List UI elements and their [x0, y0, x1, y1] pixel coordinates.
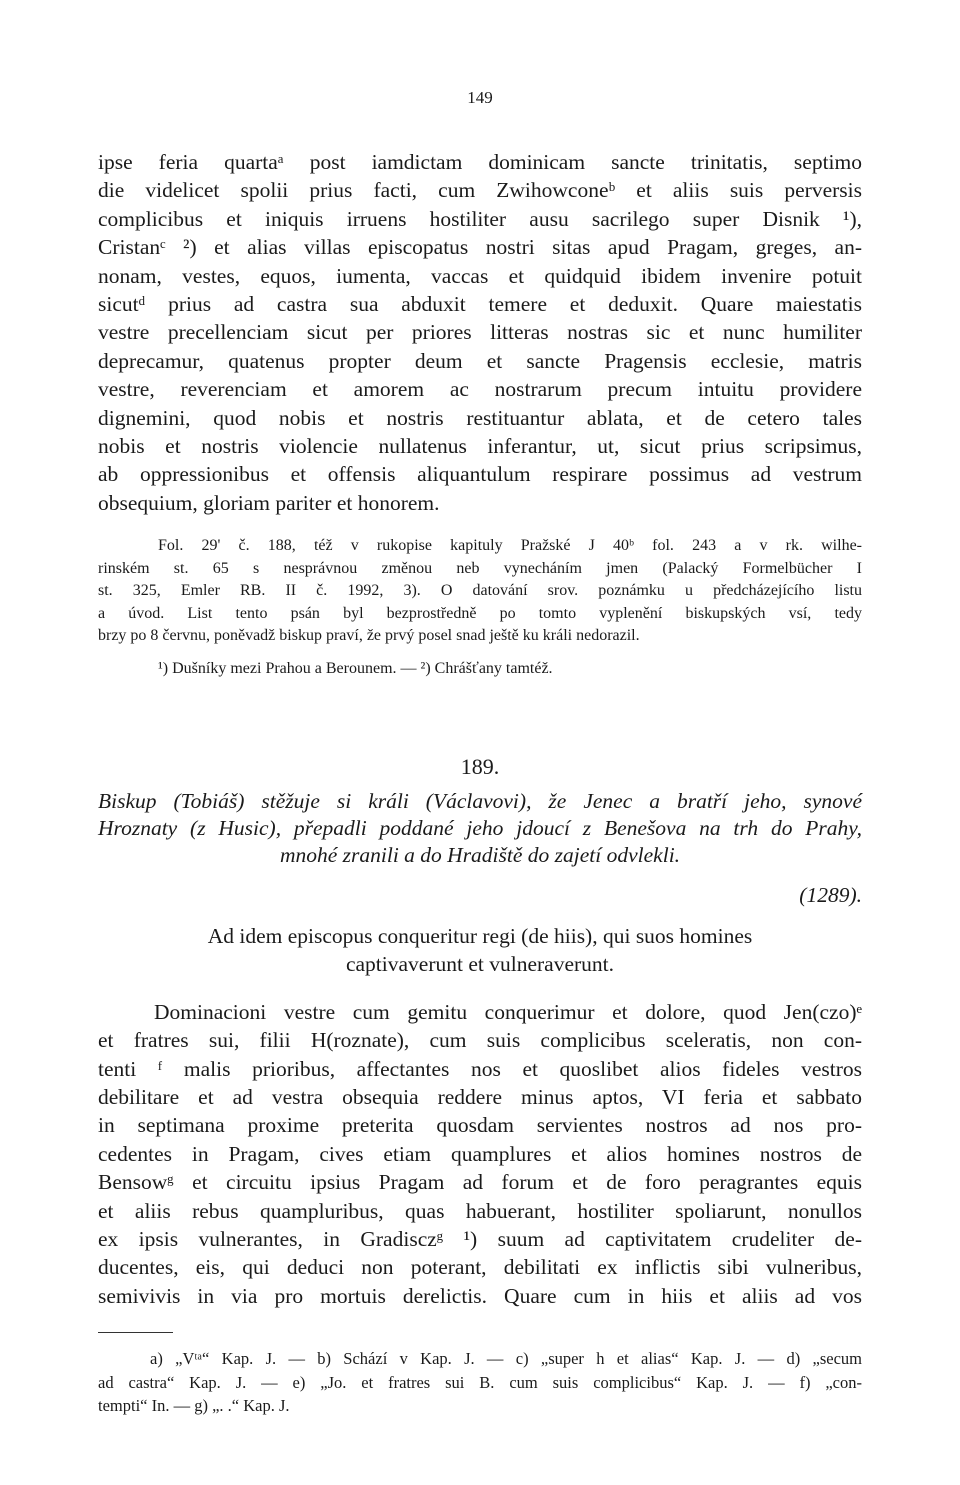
text-line: deprecamur, quatenus propter deum et sancte Pragensis ecclesie, matris: [98, 348, 862, 373]
text-line: vestre, reverenciam et amorem ac nostrarum precum intuitu providere: [98, 377, 862, 402]
top-paragraph: [98, 148, 862, 517]
note-line: st. 325, Emler RB. II č. 1992, 3). O datování srov. poznámku u předcházejícího listu: [98, 582, 862, 600]
text-line: cedentes in Pragam, cives etiam quamplures et alios homines nostros de: [98, 1141, 862, 1166]
note-line: rinském st. 65 s nesprávnou změnou neb vynecháním jmen (Palacký Formelbücher I: [98, 559, 862, 577]
text-line: die videlicet spolii prius facti, cum Zwihowconeᵇ et aliis suis perversis: [98, 178, 862, 203]
footnote-line: a) „Vᵗᵃ“ Kap. J. — b) Schází v Kap. J. — c) „super h et alias“ Kap. J. — d) „secum: [150, 1349, 862, 1369]
text-line: in septimana proxime preterita quosdam servientes nostros ad nos pro-: [98, 1113, 862, 1138]
text-line: sicutᵈ prius ad castra sua abduxit temere et deduxit. Quare maiestatis: [98, 292, 862, 317]
text-line: et aliis rebus quampluribus, quas habuerant, hostiliter spoliarunt, nonullos: [98, 1198, 862, 1223]
text-line: ex ipsis vulnerantes, in Gradisczᵍ ¹) suum ad captivitatem crudeliter de-: [98, 1227, 862, 1252]
regest-line: mnohé zranili a do Hradiště do zajetí odvlekli.: [279, 842, 681, 867]
regest-line: Hroznaty (z Husic), přepadli poddané jeho jdoucí z Benešova na trh do Prahy,: [98, 815, 862, 840]
text-line: vestre precellenciam sicut per priores litteras nostras sic et nunc humiliter: [98, 320, 862, 345]
text-line: obsequium, gloriam pariter et honorem.: [98, 490, 440, 515]
text-line: ab oppressionibus et offensis aliquantulum respirare possimus ad vestrum: [98, 462, 862, 487]
latin-headline: [98, 922, 862, 978]
text-line: nobis et nostris violencie nullatenus inferantur, ut, sicut prius scripsimus,: [98, 434, 862, 459]
regest-line: Biskup (Tobiáš) stěžuje si králi (Václavovi), že Jenec a bratří jeho, synové: [98, 788, 862, 813]
place-notes: ¹) Dušníky mezi Prahou a Berounem. — ²) Chrášťany tamtéž.: [158, 659, 553, 677]
note-line: Fol. 29' č. 188, též v rukopise kapituly Pražské J 40ᵇ fol. 243 a v rk. wilhe-: [158, 537, 862, 555]
footnote-divider: [98, 1332, 173, 1333]
text-line: ducentes, eis, qui deduci non poterant, debilitati ex inflictis sibi vulneribus,: [98, 1255, 862, 1280]
text-line: Cristanᶜ ²) et alias villas episcopatus nostri sitas apud Pragam, greges, an-: [98, 235, 862, 260]
footnote-line: tempti“ In. — g) „. .“ Kap. J.: [98, 1396, 290, 1416]
text-line: tenti ᶠ malis prioribus, affectantes nos et quoslibet alios fideles vestros: [98, 1056, 862, 1081]
text-line: nonam, vestes, equos, iumenta, vaccas et quidquid ibidem invenire potuit: [98, 263, 862, 288]
note-line: brzy po 8 červnu, poněvadž biskup praví, že prvý posel snad ještě ku králi nedorazil.: [98, 627, 640, 645]
text-line: complicibus et iniquis irruens hostiliter ausu sacrilego super Disnik ¹),: [98, 206, 862, 231]
text-line: Dominacioni vestre cum gemitu conquerimur et dolore, quod Jen(czo)ᵉ: [154, 999, 862, 1024]
page-number: 149: [467, 88, 493, 107]
text-line: semivivis in via pro mortuis derelictis. Quare cum in hiis et aliis ad vos: [98, 1283, 862, 1308]
document-number: 189.: [460, 753, 500, 779]
footnotes: [98, 1347, 862, 1418]
regest: [98, 788, 862, 869]
text-line: dignemini, quod nobis et nostris restituantur ablata, et de cetero tales: [98, 405, 862, 430]
page: [98, 88, 862, 1418]
main-paragraph: [98, 998, 862, 1310]
footnote-line: ad castra“ Kap. J. — e) „Jo. et fratres sui B. cum suis complicibus“ Kap. J. — f) „con-: [98, 1372, 862, 1392]
text-line: debilitare et ad vestra obsequia reddere minus aptos, VI feria et sabbato: [98, 1085, 862, 1109]
note-line: a úvod. List tento psán byl bezprostředně po tomto vyplenění biskupských vsí, tedy: [98, 604, 862, 622]
text-line: Bensowᵍ et circuitu ipsius Pragam ad forum et de foro peragrantes equis: [98, 1170, 862, 1195]
document-date: (1289).: [799, 882, 862, 907]
source-note: [98, 535, 862, 648]
text-line: ipse feria quartaᵃ post iamdictam dominicam sancte trinitatis, septimo: [98, 150, 862, 174]
headline-line: Ad idem episcopus conqueritur regi (de hiis), qui suos homines: [207, 923, 753, 948]
headline-line: captivaverunt et vulneraverunt.: [345, 951, 615, 976]
text-line: et fratres sui, filii H(roznate), cum suis complicibus sceleratis, non con-: [98, 1028, 862, 1053]
